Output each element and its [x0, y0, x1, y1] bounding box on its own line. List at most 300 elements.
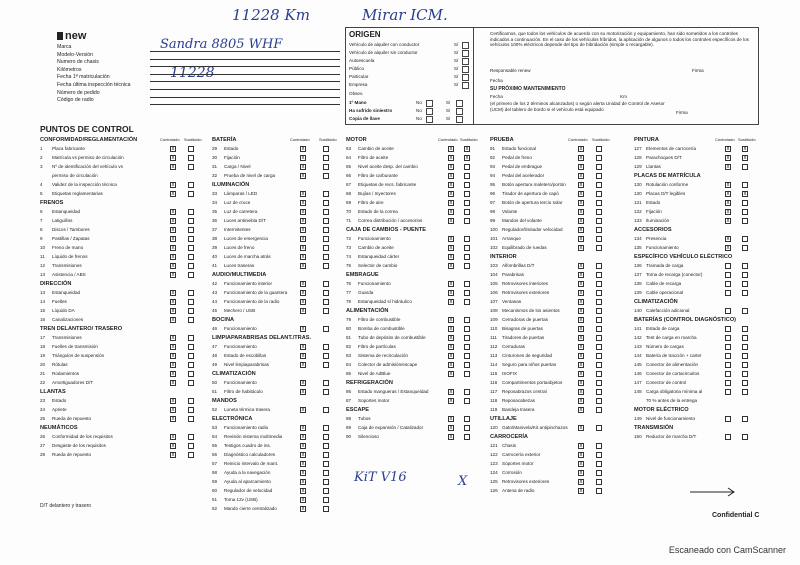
controlled-checkbox[interactable]: x [449, 362, 453, 368]
controlled-checkbox[interactable]: x [449, 182, 453, 188]
origin-checkbox-no[interactable] [426, 116, 433, 123]
replaced-checkbox[interactable] [188, 299, 194, 305]
replaced-checkbox[interactable] [188, 155, 194, 161]
controlled-checkbox[interactable]: x [449, 263, 453, 269]
controlled-checkbox[interactable]: x [579, 146, 583, 152]
replaced-checkbox[interactable] [323, 389, 329, 395]
controlled-checkbox[interactable]: x [579, 209, 583, 215]
replaced-checkbox[interactable] [596, 479, 602, 485]
controlled-checkbox[interactable]: x [579, 308, 583, 314]
replaced-checkbox[interactable]: x [743, 191, 747, 197]
replaced-checkbox[interactable] [323, 191, 329, 197]
replaced-checkbox[interactable] [596, 227, 602, 233]
replaced-checkbox[interactable] [188, 344, 194, 350]
replaced-checkbox[interactable] [188, 452, 194, 458]
controlled-checkbox[interactable] [725, 389, 731, 395]
controlled-checkbox[interactable]: x [579, 191, 583, 197]
header-field-line[interactable] [150, 81, 340, 82]
replaced-checkbox[interactable] [464, 182, 470, 188]
controlled-checkbox[interactable]: x [301, 425, 305, 431]
controlled-checkbox[interactable]: x [579, 407, 583, 413]
controlled-checkbox[interactable]: x [171, 308, 175, 314]
origin-checkbox-yes[interactable] [456, 116, 463, 123]
replaced-checkbox[interactable] [464, 290, 470, 296]
controlled-checkbox[interactable]: x [449, 326, 453, 332]
controlled-checkbox[interactable]: x [171, 380, 175, 386]
replaced-checkbox[interactable] [596, 191, 602, 197]
controlled-checkbox[interactable]: x [726, 146, 730, 152]
replaced-checkbox[interactable] [596, 407, 602, 413]
replaced-checkbox[interactable] [596, 281, 602, 287]
controlled-checkbox[interactable]: x [171, 443, 175, 449]
replaced-checkbox[interactable] [596, 164, 602, 170]
replaced-checkbox[interactable] [596, 344, 602, 350]
replaced-checkbox[interactable] [596, 398, 602, 404]
controlled-checkbox[interactable]: x [449, 317, 453, 323]
replaced-checkbox[interactable] [323, 407, 329, 413]
replaced-checkbox[interactable] [188, 380, 194, 386]
replaced-checkbox[interactable] [596, 173, 602, 179]
replaced-checkbox[interactable] [742, 344, 748, 350]
replaced-checkbox[interactable] [742, 308, 748, 314]
replaced-checkbox[interactable] [742, 380, 748, 386]
controlled-checkbox[interactable]: x [579, 164, 583, 170]
controlled-checkbox[interactable]: x [301, 164, 305, 170]
replaced-checkbox[interactable] [464, 335, 470, 341]
controlled-checkbox[interactable]: x [171, 209, 175, 215]
controlled-checkbox[interactable]: x [171, 353, 175, 359]
header-field-line[interactable] [150, 66, 340, 67]
replaced-checkbox[interactable] [323, 245, 329, 251]
origin-checkbox[interactable] [462, 66, 469, 73]
controlled-checkbox[interactable]: x [579, 299, 583, 305]
controlled-checkbox[interactable]: x [301, 290, 305, 296]
replaced-checkbox[interactable] [323, 362, 329, 368]
controlled-checkbox[interactable]: x [301, 308, 305, 314]
replaced-checkbox[interactable] [188, 317, 194, 323]
replaced-checkbox[interactable] [323, 479, 329, 485]
controlled-checkbox[interactable]: x [579, 173, 583, 179]
replaced-checkbox[interactable] [742, 272, 748, 278]
replaced-checkbox[interactable]: x [743, 146, 747, 152]
replaced-checkbox[interactable] [742, 326, 748, 332]
replaced-checkbox[interactable] [464, 209, 470, 215]
controlled-checkbox[interactable] [725, 344, 731, 350]
controlled-checkbox[interactable]: x [726, 182, 730, 188]
header-field-line[interactable] [150, 104, 340, 105]
controlled-checkbox[interactable]: x [579, 479, 583, 485]
controlled-checkbox[interactable]: x [579, 326, 583, 332]
replaced-checkbox[interactable] [188, 254, 194, 260]
replaced-checkbox[interactable] [742, 200, 748, 206]
controlled-checkbox[interactable]: x [301, 245, 305, 251]
replaced-checkbox[interactable] [596, 146, 602, 152]
origin-checkbox-no[interactable] [426, 100, 433, 107]
replaced-checkbox[interactable] [188, 434, 194, 440]
replaced-checkbox[interactable] [323, 173, 329, 179]
controlled-checkbox[interactable]: x [726, 164, 730, 170]
replaced-checkbox[interactable] [323, 209, 329, 215]
controlled-checkbox[interactable]: x [449, 281, 453, 287]
replaced-checkbox[interactable] [742, 353, 748, 359]
replaced-checkbox[interactable] [464, 200, 470, 206]
replaced-checkbox[interactable] [323, 227, 329, 233]
controlled-checkbox[interactable]: x [579, 380, 583, 386]
controlled-checkbox[interactable]: x [171, 182, 175, 188]
replaced-checkbox[interactable] [596, 362, 602, 368]
replaced-checkbox[interactable] [596, 218, 602, 224]
replaced-checkbox[interactable] [596, 488, 602, 494]
replaced-checkbox[interactable] [323, 461, 329, 467]
replaced-checkbox[interactable] [464, 173, 470, 179]
replaced-checkbox[interactable] [742, 389, 748, 395]
controlled-checkbox[interactable]: x [171, 146, 175, 152]
controlled-checkbox[interactable]: x [301, 353, 305, 359]
controlled-checkbox[interactable]: x [171, 236, 175, 242]
controlled-checkbox[interactable]: x [301, 452, 305, 458]
controlled-checkbox[interactable] [725, 263, 731, 269]
controlled-checkbox[interactable]: x [449, 164, 453, 170]
controlled-checkbox[interactable]: x [171, 155, 175, 161]
controlled-checkbox[interactable]: x [449, 299, 453, 305]
controlled-checkbox[interactable]: x [449, 209, 453, 215]
replaced-checkbox[interactable] [464, 326, 470, 332]
replaced-checkbox[interactable] [188, 218, 194, 224]
controlled-checkbox[interactable]: x [301, 488, 305, 494]
replaced-checkbox[interactable] [323, 470, 329, 476]
header-field-line[interactable] [150, 89, 340, 90]
controlled-checkbox[interactable]: x [301, 209, 305, 215]
replaced-checkbox[interactable] [464, 191, 470, 197]
controlled-checkbox[interactable]: x [449, 398, 453, 404]
replaced-checkbox[interactable] [464, 218, 470, 224]
replaced-checkbox[interactable] [596, 353, 602, 359]
controlled-checkbox[interactable]: x [726, 200, 730, 206]
controlled-checkbox[interactable]: x [301, 497, 305, 503]
replaced-checkbox[interactable] [188, 335, 194, 341]
replaced-checkbox[interactable] [596, 182, 602, 188]
controlled-checkbox[interactable]: x [301, 227, 305, 233]
controlled-checkbox[interactable]: x [579, 227, 583, 233]
replaced-checkbox[interactable] [464, 389, 470, 395]
controlled-checkbox[interactable]: x [726, 236, 730, 242]
replaced-checkbox[interactable] [188, 272, 194, 278]
replaced-checkbox[interactable] [596, 299, 602, 305]
controlled-checkbox[interactable]: x [449, 416, 453, 422]
replaced-checkbox[interactable] [742, 290, 748, 296]
controlled-checkbox[interactable]: x [449, 353, 453, 359]
origin-checkbox[interactable] [462, 82, 469, 89]
controlled-checkbox[interactable]: x [449, 173, 453, 179]
controlled-checkbox[interactable]: x [579, 371, 583, 377]
replaced-checkbox[interactable] [188, 353, 194, 359]
controlled-checkbox[interactable]: x [171, 416, 175, 422]
controlled-checkbox[interactable]: x [579, 452, 583, 458]
replaced-checkbox[interactable] [596, 317, 602, 323]
header-field-line[interactable] [150, 51, 340, 52]
replaced-checkbox[interactable] [464, 425, 470, 431]
replaced-checkbox[interactable] [323, 452, 329, 458]
header-field-line[interactable] [150, 97, 340, 98]
controlled-checkbox[interactable]: x [726, 218, 730, 224]
controlled-checkbox[interactable]: x [171, 434, 175, 440]
replaced-checkbox[interactable] [596, 290, 602, 296]
replaced-checkbox[interactable] [323, 506, 329, 512]
replaced-checkbox[interactable] [596, 272, 602, 278]
replaced-checkbox[interactable] [188, 407, 194, 413]
replaced-checkbox[interactable] [323, 326, 329, 332]
controlled-checkbox[interactable]: x [301, 380, 305, 386]
controlled-checkbox[interactable] [725, 281, 731, 287]
replaced-checkbox[interactable] [596, 425, 602, 431]
controlled-checkbox[interactable]: x [301, 443, 305, 449]
replaced-checkbox[interactable] [323, 281, 329, 287]
controlled-checkbox[interactable]: x [449, 290, 453, 296]
replaced-checkbox[interactable] [188, 371, 194, 377]
origin-checkbox[interactable] [462, 50, 469, 57]
replaced-checkbox[interactable]: x [465, 155, 469, 161]
controlled-checkbox[interactable]: x [579, 236, 583, 242]
replaced-checkbox[interactable] [596, 380, 602, 386]
controlled-checkbox[interactable]: x [579, 317, 583, 323]
replaced-checkbox[interactable] [742, 164, 748, 170]
controlled-checkbox[interactable]: x [301, 506, 305, 512]
controlled-checkbox[interactable]: x [449, 191, 453, 197]
replaced-checkbox[interactable] [323, 308, 329, 314]
controlled-checkbox[interactable]: x [301, 155, 305, 161]
replaced-checkbox[interactable] [742, 362, 748, 368]
replaced-checkbox[interactable] [323, 425, 329, 431]
controlled-checkbox[interactable]: x [301, 389, 305, 395]
controlled-checkbox[interactable]: x [449, 254, 453, 260]
replaced-checkbox[interactable] [323, 434, 329, 440]
replaced-checkbox[interactable] [323, 236, 329, 242]
replaced-checkbox[interactable] [464, 416, 470, 422]
replaced-checkbox[interactable] [742, 416, 748, 422]
replaced-checkbox[interactable] [596, 263, 602, 269]
controlled-checkbox[interactable] [725, 335, 731, 341]
controlled-checkbox[interactable]: x [449, 236, 453, 242]
controlled-checkbox[interactable] [725, 371, 731, 377]
replaced-checkbox[interactable] [742, 263, 748, 269]
controlled-checkbox[interactable]: x [301, 299, 305, 305]
controlled-checkbox[interactable]: x [171, 299, 175, 305]
controlled-checkbox[interactable]: x [449, 155, 453, 161]
controlled-checkbox[interactable]: x [579, 443, 583, 449]
replaced-checkbox[interactable] [323, 443, 329, 449]
replaced-checkbox[interactable] [323, 299, 329, 305]
controlled-checkbox[interactable]: x [171, 254, 175, 260]
replaced-checkbox[interactable] [188, 263, 194, 269]
controlled-checkbox[interactable]: x [301, 344, 305, 350]
replaced-checkbox[interactable] [742, 434, 748, 440]
replaced-checkbox[interactable] [188, 443, 194, 449]
controlled-checkbox[interactable]: x [726, 245, 730, 251]
origin-checkbox[interactable] [462, 42, 469, 49]
replaced-checkbox[interactable] [323, 380, 329, 386]
replaced-checkbox[interactable] [596, 155, 602, 161]
replaced-checkbox[interactable] [596, 470, 602, 476]
replaced-checkbox[interactable] [742, 335, 748, 341]
replaced-checkbox[interactable] [742, 182, 748, 188]
controlled-checkbox[interactable]: x [301, 407, 305, 413]
replaced-checkbox[interactable] [596, 236, 602, 242]
origin-checkbox[interactable] [462, 58, 469, 65]
controlled-checkbox[interactable]: x [301, 461, 305, 467]
controlled-checkbox[interactable]: x [301, 236, 305, 242]
replaced-checkbox[interactable] [188, 227, 194, 233]
controlled-checkbox[interactable]: x [171, 398, 175, 404]
replaced-checkbox[interactable] [323, 263, 329, 269]
controlled-checkbox[interactable]: x [579, 344, 583, 350]
controlled-checkbox[interactable]: x [449, 425, 453, 431]
replaced-checkbox[interactable] [323, 146, 329, 152]
replaced-checkbox[interactable] [188, 236, 194, 242]
replaced-checkbox[interactable] [464, 245, 470, 251]
controlled-checkbox[interactable]: x [301, 263, 305, 269]
controlled-checkbox[interactable]: x [171, 452, 175, 458]
replaced-checkbox[interactable] [323, 497, 329, 503]
replaced-checkbox[interactable] [188, 416, 194, 422]
controlled-checkbox[interactable]: x [579, 218, 583, 224]
replaced-checkbox[interactable] [464, 362, 470, 368]
controlled-checkbox[interactable]: x [301, 200, 305, 206]
controlled-checkbox[interactable]: x [579, 425, 583, 431]
replaced-checkbox[interactable] [323, 218, 329, 224]
replaced-checkbox[interactable] [464, 281, 470, 287]
controlled-checkbox[interactable]: x [726, 155, 730, 161]
replaced-checkbox[interactable] [742, 245, 748, 251]
controlled-checkbox[interactable]: x [579, 281, 583, 287]
origin-checkbox-no[interactable] [426, 108, 433, 115]
controlled-checkbox[interactable]: x [579, 335, 583, 341]
replaced-checkbox[interactable] [323, 488, 329, 494]
replaced-checkbox[interactable] [188, 182, 194, 188]
controlled-checkbox[interactable]: x [301, 434, 305, 440]
controlled-checkbox[interactable]: x [579, 470, 583, 476]
controlled-checkbox[interactable]: x [579, 155, 583, 161]
controlled-checkbox[interactable]: x [171, 164, 175, 170]
replaced-checkbox[interactable] [464, 371, 470, 377]
controlled-checkbox[interactable]: x [301, 146, 305, 152]
replaced-checkbox[interactable] [188, 209, 194, 215]
controlled-checkbox[interactable] [725, 308, 731, 314]
controlled-checkbox[interactable] [725, 326, 731, 332]
controlled-checkbox[interactable]: x [171, 263, 175, 269]
controlled-checkbox[interactable]: x [579, 290, 583, 296]
replaced-checkbox[interactable] [188, 308, 194, 314]
replaced-checkbox[interactable] [188, 245, 194, 251]
replaced-checkbox[interactable] [188, 290, 194, 296]
controlled-checkbox[interactable] [725, 362, 731, 368]
replaced-checkbox[interactable] [464, 344, 470, 350]
controlled-checkbox[interactable] [725, 380, 731, 386]
replaced-checkbox[interactable] [188, 146, 194, 152]
replaced-checkbox[interactable] [596, 461, 602, 467]
controlled-checkbox[interactable]: x [449, 344, 453, 350]
controlled-checkbox[interactable]: x [301, 218, 305, 224]
controlled-checkbox[interactable]: x [579, 398, 583, 404]
controlled-checkbox[interactable]: x [579, 353, 583, 359]
replaced-checkbox[interactable] [596, 452, 602, 458]
replaced-checkbox[interactable] [188, 164, 194, 170]
replaced-checkbox[interactable] [596, 335, 602, 341]
controlled-checkbox[interactable]: x [449, 200, 453, 206]
controlled-checkbox[interactable]: x [301, 173, 305, 179]
controlled-checkbox[interactable] [725, 290, 731, 296]
header-field-line[interactable] [150, 74, 340, 75]
replaced-checkbox[interactable] [464, 353, 470, 359]
replaced-checkbox[interactable] [742, 281, 748, 287]
controlled-checkbox[interactable] [725, 416, 731, 422]
controlled-checkbox[interactable]: x [171, 191, 175, 197]
controlled-checkbox[interactable]: x [171, 272, 175, 278]
replaced-checkbox[interactable] [596, 371, 602, 377]
controlled-checkbox[interactable]: x [579, 200, 583, 206]
replaced-checkbox[interactable] [188, 191, 194, 197]
replaced-checkbox[interactable] [464, 434, 470, 440]
controlled-checkbox[interactable]: x [579, 263, 583, 269]
controlled-checkbox[interactable]: x [579, 362, 583, 368]
controlled-checkbox[interactable]: x [579, 461, 583, 467]
controlled-checkbox[interactable]: x [171, 245, 175, 251]
replaced-checkbox[interactable] [596, 389, 602, 395]
replaced-checkbox[interactable] [323, 290, 329, 296]
controlled-checkbox[interactable]: x [726, 209, 730, 215]
replaced-checkbox[interactable]: x [743, 155, 747, 161]
controlled-checkbox[interactable]: x [301, 191, 305, 197]
header-field-line[interactable] [150, 59, 340, 60]
replaced-checkbox[interactable] [742, 371, 748, 377]
controlled-checkbox[interactable]: x [171, 362, 175, 368]
replaced-checkbox[interactable] [464, 299, 470, 305]
controlled-checkbox[interactable]: x [449, 389, 453, 395]
replaced-checkbox[interactable]: x [465, 146, 469, 152]
replaced-checkbox[interactable] [596, 245, 602, 251]
controlled-checkbox[interactable]: x [579, 272, 583, 278]
replaced-checkbox[interactable] [596, 443, 602, 449]
controlled-checkbox[interactable]: x [449, 218, 453, 224]
controlled-checkbox[interactable]: x [579, 182, 583, 188]
controlled-checkbox[interactable]: x [171, 335, 175, 341]
controlled-checkbox[interactable]: x [171, 371, 175, 377]
controlled-checkbox[interactable]: x [171, 227, 175, 233]
replaced-checkbox[interactable] [596, 326, 602, 332]
replaced-checkbox[interactable] [742, 218, 748, 224]
replaced-checkbox[interactable] [596, 209, 602, 215]
replaced-checkbox[interactable] [323, 353, 329, 359]
replaced-checkbox[interactable] [323, 254, 329, 260]
origin-checkbox[interactable] [462, 74, 469, 81]
controlled-checkbox[interactable]: x [301, 479, 305, 485]
replaced-checkbox[interactable] [464, 236, 470, 242]
origin-checkbox-yes[interactable] [456, 108, 463, 115]
controlled-checkbox[interactable]: x [301, 254, 305, 260]
controlled-checkbox[interactable]: x [579, 488, 583, 494]
controlled-checkbox[interactable]: x [449, 245, 453, 251]
controlled-checkbox[interactable]: x [171, 317, 175, 323]
replaced-checkbox[interactable] [464, 254, 470, 260]
replaced-checkbox[interactable] [596, 308, 602, 314]
controlled-checkbox[interactable]: x [171, 344, 175, 350]
controlled-checkbox[interactable] [725, 353, 731, 359]
controlled-checkbox[interactable]: x [726, 191, 730, 197]
controlled-checkbox[interactable]: x [301, 470, 305, 476]
replaced-checkbox[interactable] [742, 236, 748, 242]
controlled-checkbox[interactable]: x [301, 362, 305, 368]
controlled-checkbox[interactable]: x [171, 407, 175, 413]
replaced-checkbox[interactable] [464, 317, 470, 323]
